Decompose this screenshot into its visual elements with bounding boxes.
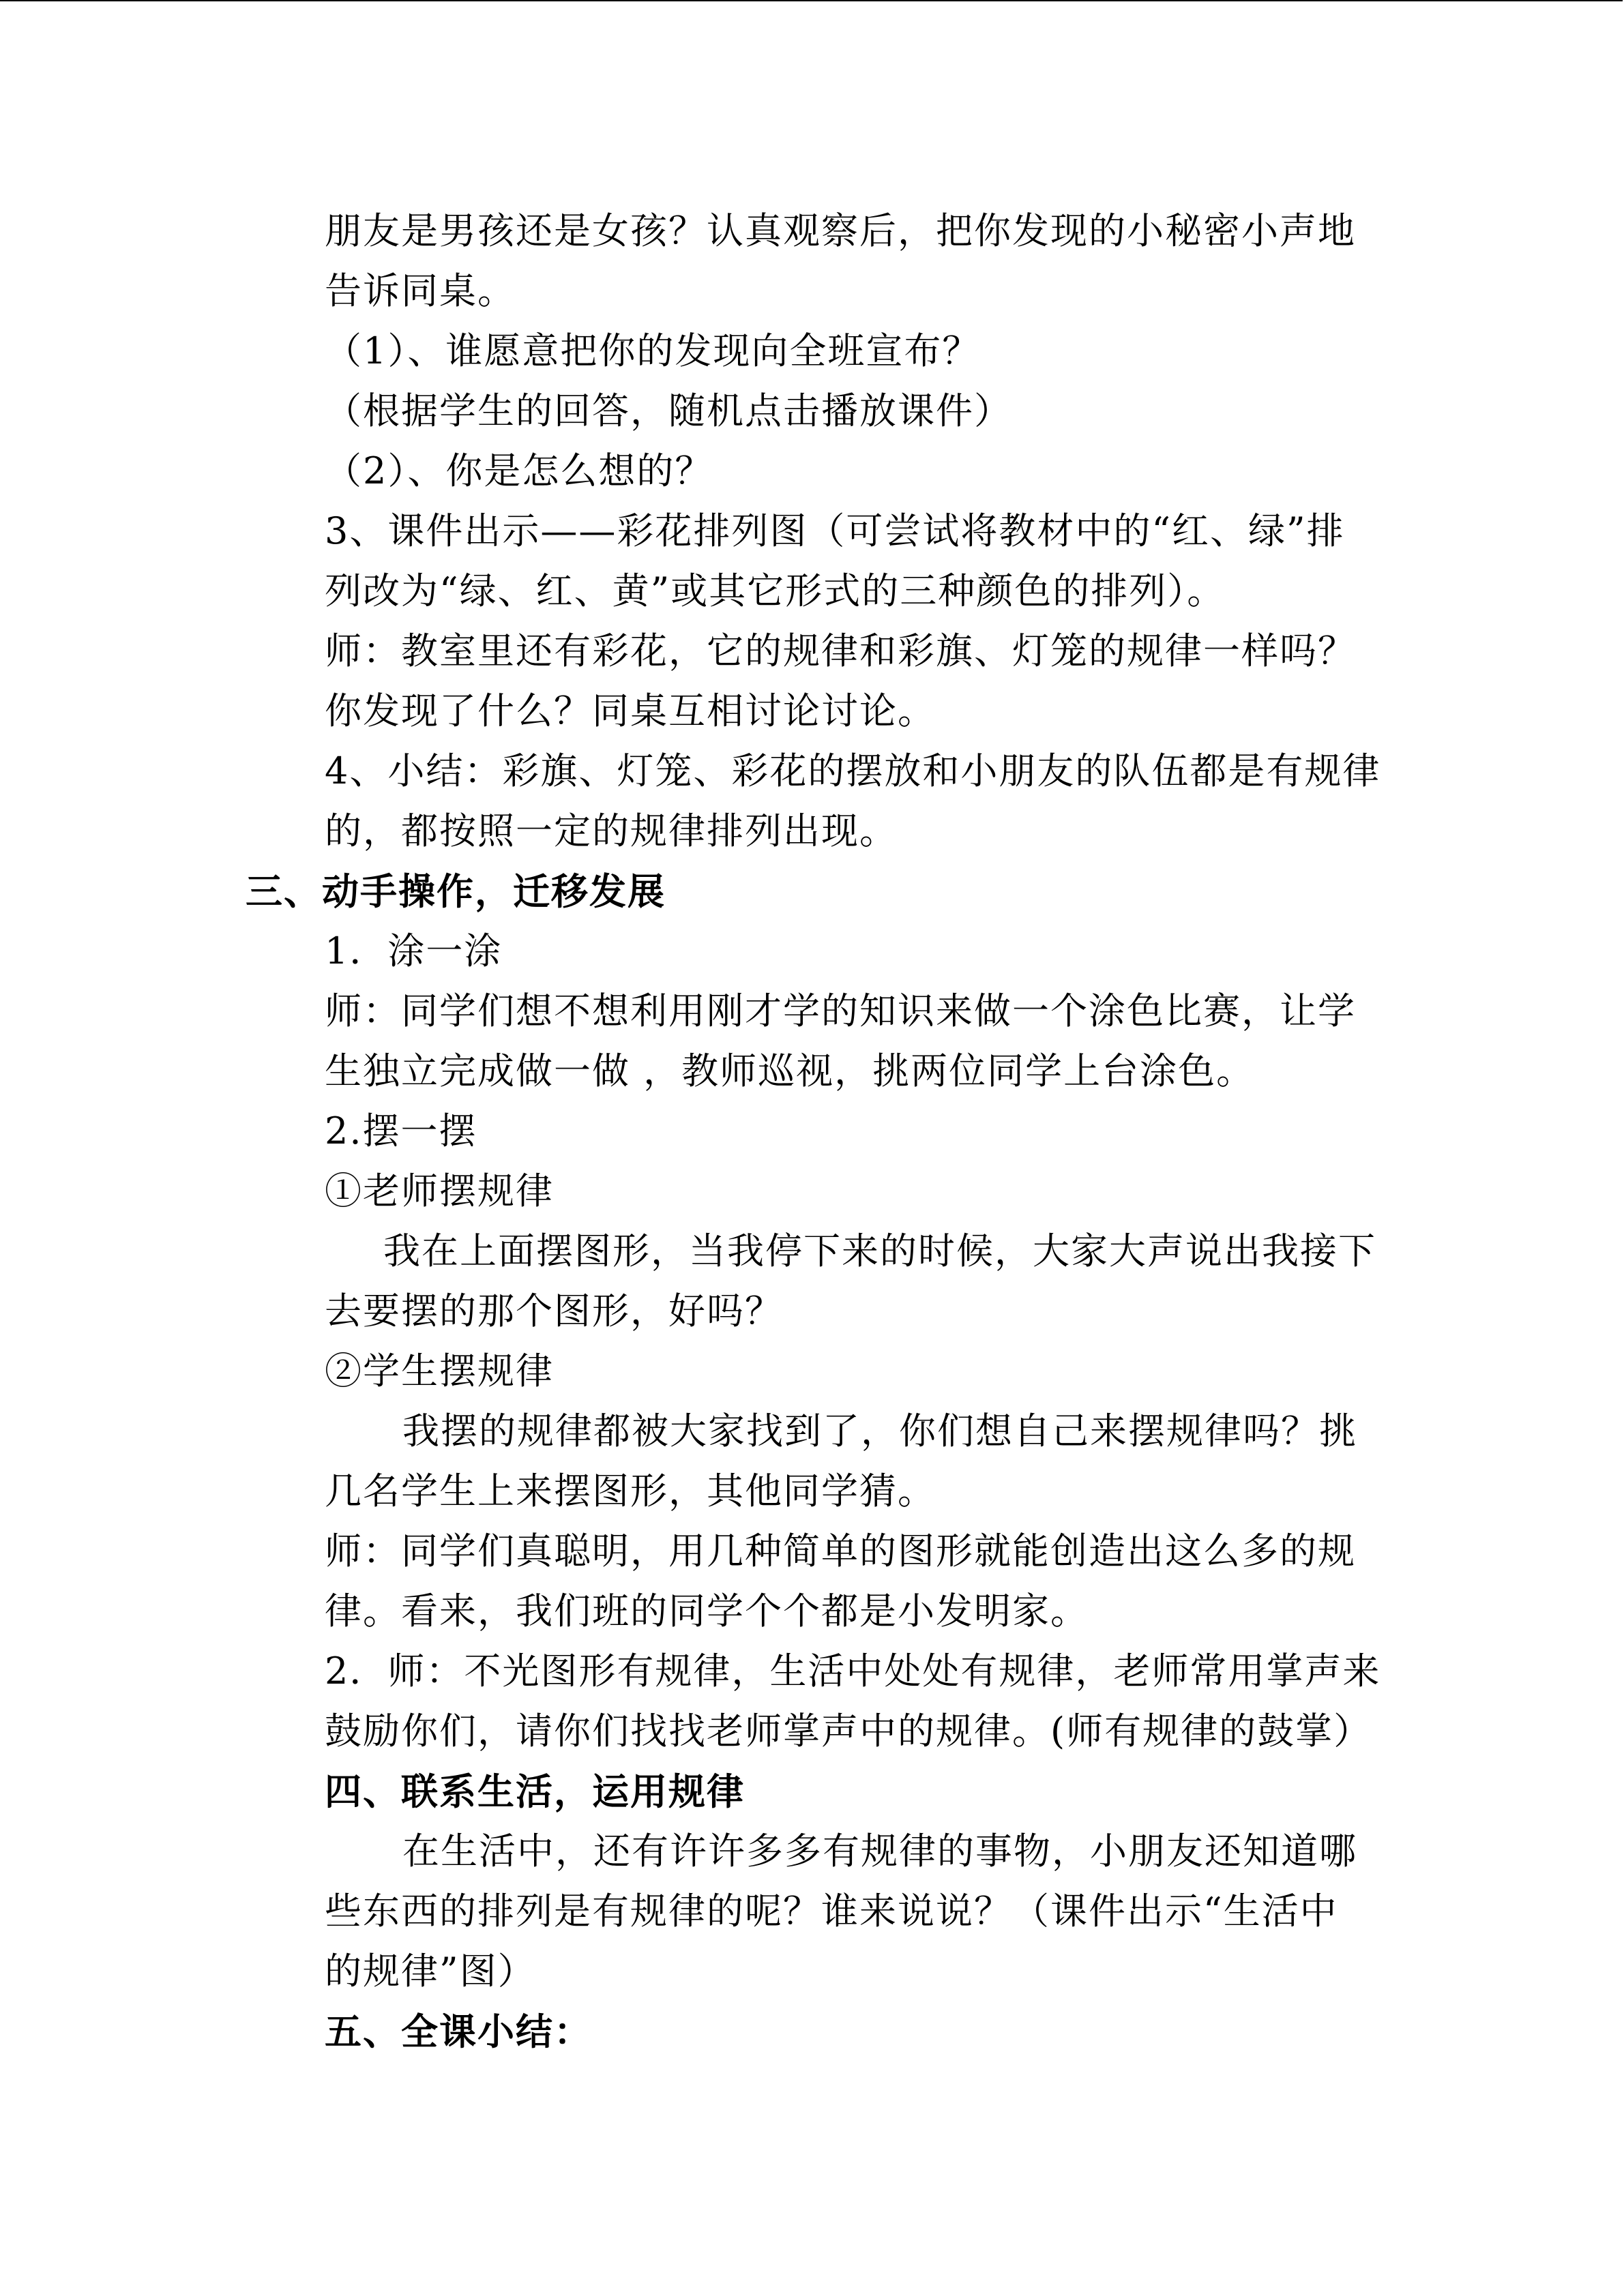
text-line-9: 你发现了什么？同桌互相讨论讨论。 [325, 689, 936, 732]
text-line-29: 些东西的排列是有规律的呢？谁来说说？（课件出示“生活中 [325, 1890, 1338, 1933]
section-heading-3: 三、动手操作，迁移发展 [246, 869, 666, 913]
text-line-4: （根据学生的回答，随机点击播放课件） [325, 389, 1012, 432]
section-heading-4: 四、联系生活，运用规律 [325, 1770, 745, 1813]
text-line-2: 告诉同桌。 [325, 269, 516, 312]
text-line-3: （1）、谁愿意把你的发现向全班宣布？ [325, 329, 981, 372]
text-line-18: 我在上面摆图形，当我停下来的时候，大家大声说出我接下 [383, 1229, 1376, 1272]
text-line-5: （2）、你是怎么想的？ [325, 449, 713, 492]
page-top-border [0, 0, 1623, 3]
text-line-13: 1．涂一涂 [325, 929, 503, 972]
text-line-26: 鼓励你们，请你们找找老师掌声中的规律。(师有规律的鼓掌） [325, 1710, 1372, 1753]
text-line-30: 的规律”图） [325, 1950, 536, 1993]
text-line-14: 师：同学们想不想利用刚才学的知识来做一个涂色比赛，让学 [325, 989, 1356, 1032]
text-line-17: ①老师摆规律 [325, 1169, 554, 1212]
text-line-21: 我摆的规律都被大家找到了，你们想自己来摆规律吗？挑 [402, 1410, 1357, 1452]
text-line-15: 生独立完成做一做 ，教师巡视，挑两位同学上台涂色。 [325, 1049, 1255, 1092]
text-line-16: 2.摆一摆 [325, 1109, 477, 1152]
text-line-19: 去要摆的那个图形，好吗？ [325, 1289, 783, 1332]
text-line-28: 在生活中，还有许许多多有规律的事物，小朋友还知道哪 [402, 1830, 1357, 1873]
text-line-7: 列改为“绿、红、黄”或其它形式的三种颜色的排列）。 [325, 569, 1226, 612]
text-line-11: 的，都按照一定的规律排列出现。 [325, 809, 898, 852]
text-line-24: 律。看来，我们班的同学个个都是小发明家。 [325, 1590, 1089, 1632]
text-line-1: 朋友是男孩还是女孩？认真观察后，把你发现的小秘密小声地 [325, 209, 1356, 252]
section-heading-5: 五、全课小结： [325, 2010, 592, 2053]
text-line-20: ②学生摆规律 [325, 1350, 554, 1392]
text-line-10: 4、小结：彩旗、灯笼、彩花的摆放和小朋友的队伍都是有规律 [325, 749, 1381, 792]
text-line-25: 2．师：不光图形有规律，生活中处处有规律，老师常用掌声来 [325, 1650, 1381, 1693]
text-line-22: 几名学生上来摆图形，其他同学猜。 [325, 1470, 936, 1512]
text-line-8: 师：教室里还有彩花，它的规律和彩旗、灯笼的规律一样吗？ [325, 629, 1356, 672]
text-line-6: 3、课件出示——彩花排列图（可尝试将教材中的“红、绿”排 [325, 509, 1345, 552]
text-line-23: 师：同学们真聪明，用几种简单的图形就能创造出这么多的规 [325, 1530, 1356, 1572]
